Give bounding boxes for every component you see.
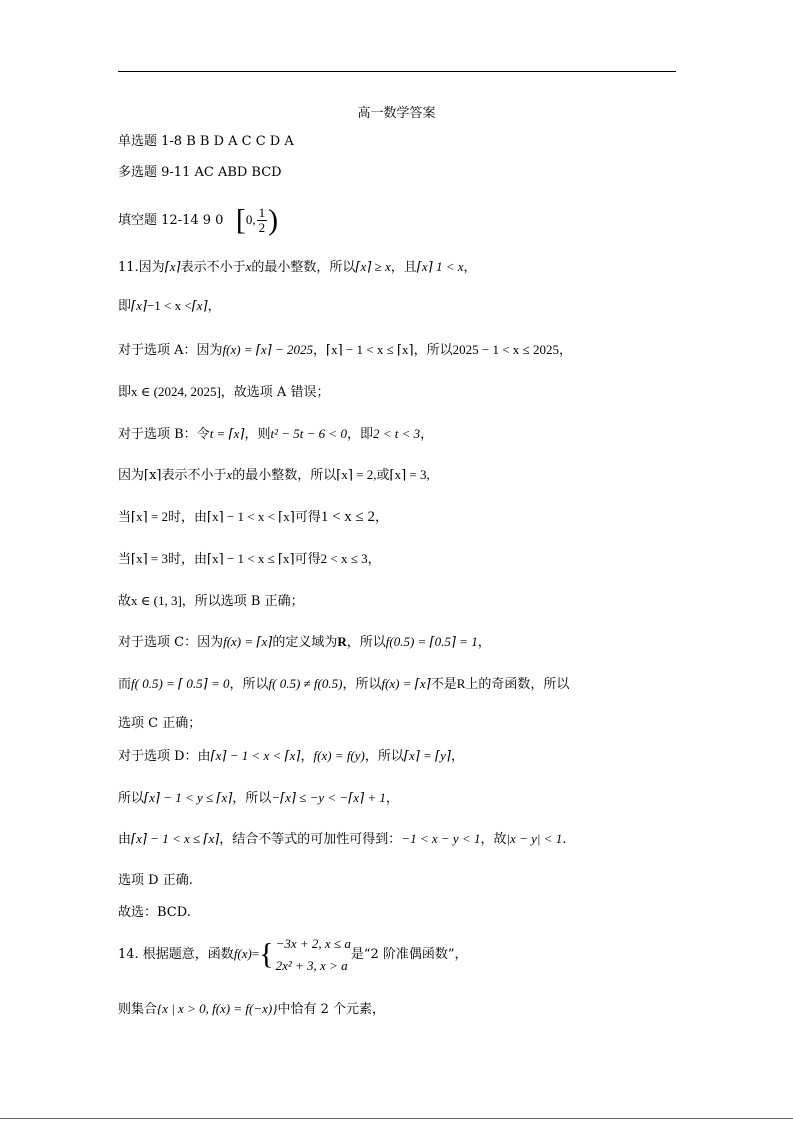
piecewise-cases: −3x + 2, x ≤ a 2x² + 3, x > a [275, 935, 351, 973]
option-c-line-2: 而f( 0.5) = ⌈ 0.5⌉ = 0，所以f( 0.5) ≠ f(0.5)，所以f(x) = ⌈x⌉不是R上的奇函数，所以 [118, 676, 570, 692]
option-b-line-2: 因为⌈x⌉表示不小于x的最小整数，所以⌈x⌉ = 2,或⌈x⌉ = 3, [118, 467, 430, 483]
option-c-line-1: 对于选项 C：因为f(x) = ⌈x⌉的定义域为R，所以f(0.5) = ⌈0.5⌉ = 1， [118, 634, 491, 650]
q14-line-1: 14. 根据题意，函数f(x)={ −3x + 2, x ≤ a 2x² + 3, x > a 是“2 阶准偶函数”， [118, 932, 468, 977]
q11-line-1: 11.因为⌈x⌉表示不小于x的最小整数，所以⌈x⌉ ≥ x，且⌈x⌉ 1 < x， [118, 259, 477, 275]
option-a-line-2: 即x ∈ (2024, 2025]，故选项 A 错误； [118, 384, 330, 400]
q14-line-2: 则集合{x | x > 0, f(x) = f(−x)}中恰有 2 个元素， [118, 1001, 385, 1017]
option-d-line-2: 所以⌈x⌉ − 1 < y ≤ ⌈x⌉，所以−⌈x⌉ ≤ −y < −⌈x⌉ + 1， [118, 790, 399, 806]
fraction: $\frac{1}{2}$ [258, 205, 266, 235]
answer-fill: 填空题 12-14 9 0 [0, $\frac{1}{2}$ ) [118, 203, 279, 237]
option-a-line-1: 对于选项 A：因为f(x) = ⌈x⌉ − 2025，⌈x⌉ − 1 < x ≤ ⌈x⌉，所以2025 − 1 < x ≤ 2025， [118, 342, 572, 358]
answer-single: 单选题 1-8 B B D A C C D A [118, 134, 294, 149]
conclusion-line: 故选：BCD. [118, 905, 191, 920]
option-b-line-1: 对于选项 B：令t = ⌈x⌉，则t² − 5t − 6 < 0，即2 < t < 3， [118, 426, 434, 442]
answer-multi: 多选题 9-11 AC ABD BCD [118, 165, 282, 180]
option-d-line-1: 对于选项 D：由⌈x⌉ − 1 < x < ⌈x⌉，f(x) = f(y)，所以⌈x⌉ = ⌈y⌉， [118, 748, 464, 764]
option-c-line-3: 选项 C 正确； [118, 716, 202, 731]
option-b-line-3: 当⌈x⌉ = 2时，由⌈x⌉ − 1 < x < ⌈x⌉可得1 < x ≤ 2， [118, 509, 389, 525]
q11-line-2: 即⌈x⌉−1 < x <⌈x⌉， [118, 298, 221, 314]
option-b-line-5: 故x ∈ (1, 3]，所以选项 B 正确； [118, 593, 304, 609]
option-b-line-4: 当⌈x⌉ = 3时，由⌈x⌉ − 1 < x ≤ ⌈x⌉可得2 < x ≤ 3， [118, 551, 381, 567]
option-d-line-4: 选项 D 正确. [118, 873, 193, 888]
page-bottom-edge [0, 1118, 793, 1119]
header-rule [118, 71, 676, 72]
option-d-line-3: 由⌈x⌉ − 1 < x ≤ ⌈x⌉，结合不等式的可加性可得到：−1 < x − y < 1，故|x − y| < 1. [118, 831, 567, 847]
page-title: 高一数学答案 [357, 106, 436, 121]
